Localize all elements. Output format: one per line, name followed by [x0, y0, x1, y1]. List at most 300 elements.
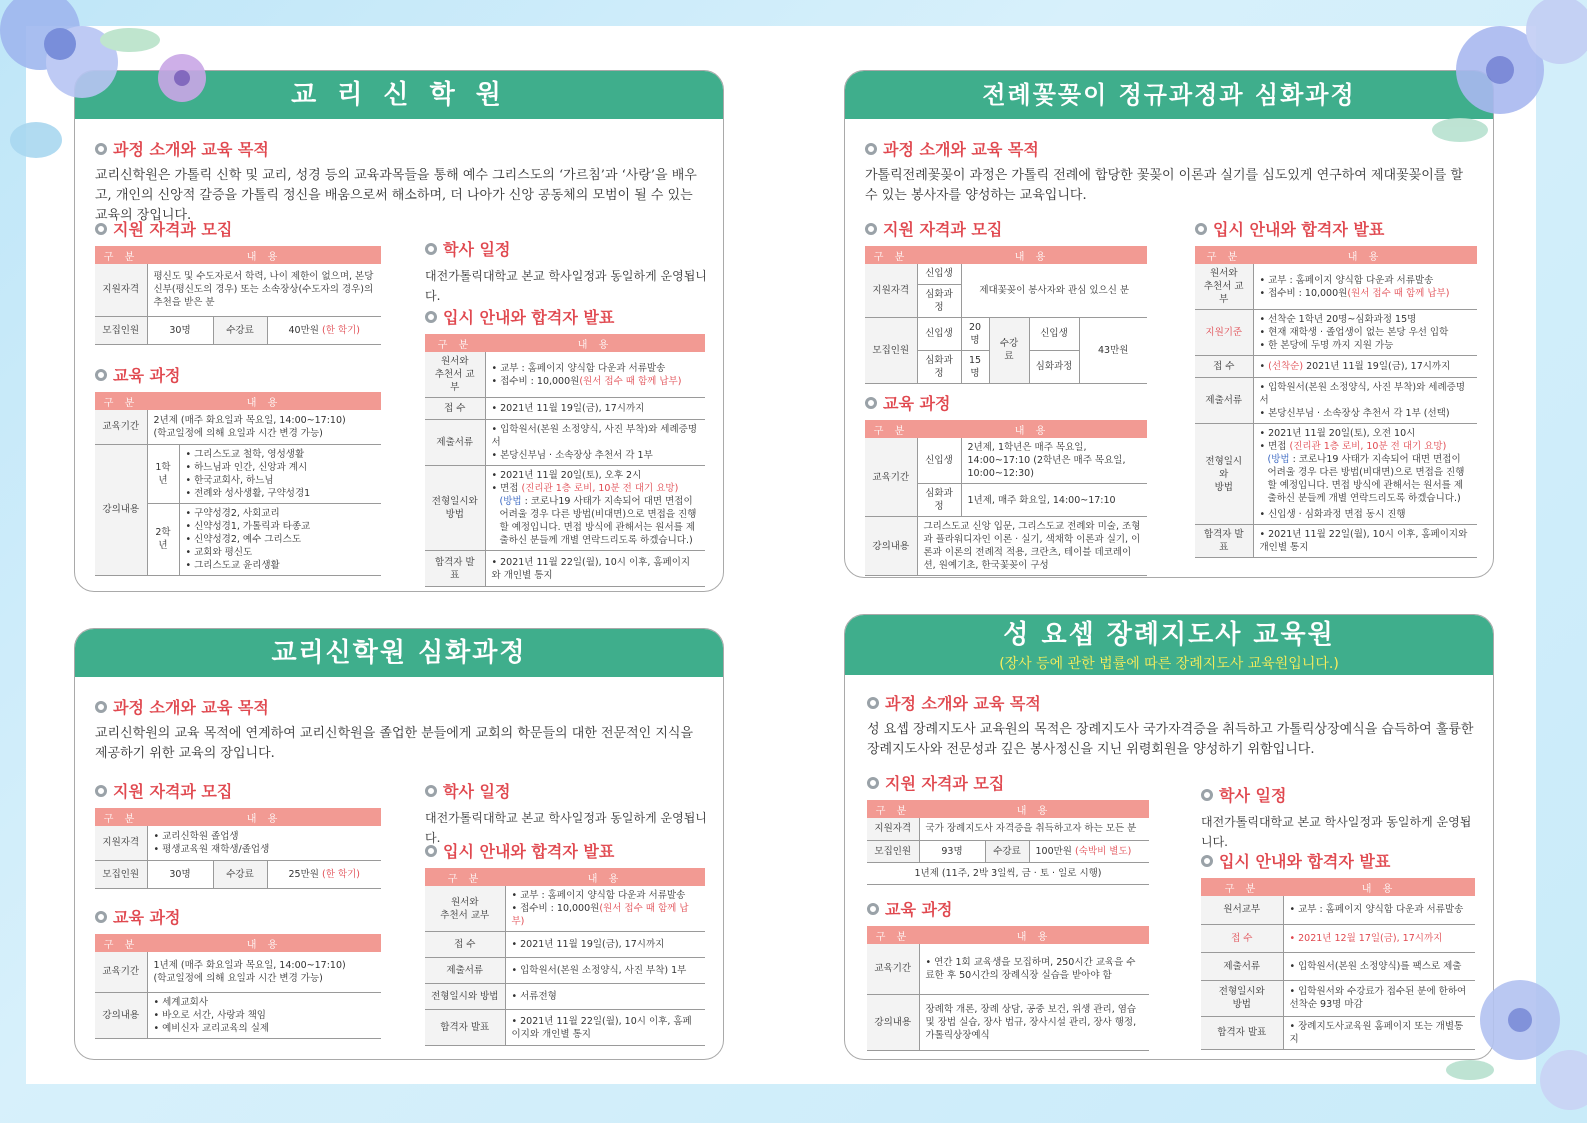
- text-fragment: [1260, 287, 1472, 300]
- table-cell: 교육기간: [865, 438, 917, 517]
- table-row: [867, 818, 1149, 840]
- qualification-section: [865, 217, 1147, 384]
- table-header-cell: 구 분: [95, 808, 147, 826]
- table-row: [1195, 264, 1477, 310]
- panel-subtitle: (장사 등에 관한 법률에 따른 장례지도사 교육원입니다.): [999, 656, 1339, 672]
- table-cell: 2학년: [147, 503, 179, 575]
- table-row: [425, 551, 705, 587]
- table-cell: 30명: [147, 860, 213, 888]
- table-cell: 30명: [147, 316, 213, 344]
- admission-section: [425, 839, 705, 1046]
- table-header-cell: 구 분: [865, 420, 917, 438]
- table-header-cell: 구 분: [425, 334, 485, 352]
- section-heading: [425, 305, 705, 328]
- text-fragment: • 신약성경1, 가톨릭과 타종교: [185, 520, 311, 532]
- table-cell: 제출서류: [1201, 952, 1283, 980]
- panel-header: [845, 71, 1493, 119]
- schedule-section: [1201, 783, 1477, 852]
- section-heading: [95, 217, 381, 240]
- table-cell: [147, 410, 381, 444]
- table-header-cell: 내 용: [919, 800, 1149, 818]
- table-row: [425, 886, 705, 932]
- table-cell: 접 수: [425, 932, 505, 958]
- text-fragment: • 선착순 1학년 20명~심화과정 15명: [1259, 314, 1417, 325]
- table-row: [95, 444, 381, 503]
- bullet-icon: [867, 697, 879, 709]
- table-cell: [1253, 264, 1477, 310]
- table-row: [95, 316, 381, 344]
- panel-title: 전례꽃꽂이 정규과정과 심화과정: [982, 81, 1356, 109]
- table-cell: 2년제, 1학년은 매주 목요일, 14:00~17:10 (2학년은 매주 목요일, 10:00~12:30): [961, 438, 1147, 484]
- text-fragment: 교육 과정: [885, 900, 953, 919]
- panel-catechetical-advanced: [74, 628, 724, 1060]
- table-cell: • 2021년 11월 19일(금), 17시까지: [485, 398, 705, 420]
- text-fragment: • 신약성경2, 예수 그리스도: [185, 533, 301, 545]
- section-heading: [1201, 783, 1477, 806]
- text-fragment: 2년제 (매주 화요일과 목요일, 14:00~17:10): [153, 414, 346, 426]
- table-cell: 국가 장례지도사 자격증을 취득하고자 하는 모든 분: [919, 818, 1149, 840]
- table-header-cell: 내 용: [147, 246, 381, 264]
- text-fragment: 교육 과정: [113, 366, 181, 385]
- admission-table: [1201, 878, 1475, 1050]
- bullet-icon: [425, 311, 437, 323]
- schedule-text: 대전가톨릭대학교 본교 학사일정과 동일하게 운영됩니다.: [1201, 815, 1472, 849]
- text-fragment: • 예비신자 교리교육의 실제: [153, 1022, 270, 1034]
- table-row: [425, 352, 705, 398]
- text-fragment: • 접수비 : 10,000원: [491, 375, 580, 387]
- table-row: [867, 944, 1149, 994]
- table-cell: 전형일시와 방법: [425, 466, 485, 551]
- text-fragment: 지원 자격과 모집: [113, 782, 233, 801]
- table-cell: 지원자격: [95, 264, 147, 316]
- text-fragment: • 전례와 성사생활, 구약성경1: [185, 487, 311, 499]
- table-cell: • (선착순) 2021년 11월 19일(금), 17시까지: [1253, 356, 1477, 378]
- text-fragment: [492, 375, 700, 388]
- text-fragment: • 교부 : 홈페이지 양식함 다운과 서류발송: [1259, 274, 1434, 286]
- section-heading: [95, 363, 381, 386]
- table-cell: 수강료: [213, 316, 267, 344]
- text-fragment: (원서 접수 때 함께 납부): [579, 375, 682, 387]
- table-cell: 강의내용: [95, 444, 147, 575]
- table-row: [425, 334, 705, 352]
- table-cell: 합격자 발표: [1201, 1016, 1283, 1049]
- table-cell: 합격자 발표: [1195, 525, 1253, 558]
- text-fragment: • 본당신부님 · 소속장상 추천서 각 1부 (선택): [1259, 408, 1450, 419]
- table-cell: 전형일시와 방법: [1201, 980, 1283, 1016]
- qualification-section: [95, 779, 381, 889]
- text-fragment: 교육 과정: [883, 394, 951, 413]
- schedule-text: 대전가톨릭대학교 본교 학사일정과 동일하게 운영됩니다.: [425, 269, 707, 303]
- text-fragment: (숙박비 별도): [1075, 845, 1132, 857]
- table-cell: 신입생: [917, 264, 961, 284]
- table-cell: • 2021년 11월 22일(월), 10시 이후, 홈페이지와 개인별 통지: [505, 1010, 705, 1046]
- table-cell: • 2021년 12월 17일(금), 17시까지: [1283, 924, 1475, 952]
- curriculum-table: [867, 926, 1149, 1051]
- curriculum-table: [865, 420, 1147, 576]
- text-fragment: (한 학기): [322, 324, 360, 336]
- table-cell: [485, 466, 705, 551]
- table-cell: • 장례지도사교육원 홈페이지 또는 개별통지: [1283, 1016, 1475, 1049]
- table-cell: 수강료: [985, 840, 1029, 862]
- table-cell: 원서와 추천서 교부: [425, 886, 505, 932]
- text-fragment: 과정 소개와 교육 목적: [113, 698, 269, 717]
- curriculum-table: [95, 934, 381, 1039]
- table-row: [95, 808, 381, 826]
- table-header-cell: 내 용: [1253, 246, 1477, 264]
- bullet-icon: [95, 701, 107, 713]
- table-row: [95, 952, 381, 992]
- table-cell: 심화과정: [917, 284, 961, 317]
- text-fragment: • 그리스도교 윤리생활: [185, 559, 280, 571]
- bullet-icon: [95, 785, 107, 797]
- curriculum-table: [95, 392, 381, 576]
- qualification-table: [865, 246, 1147, 384]
- table-header-cell: 구 분: [867, 800, 919, 818]
- text-fragment: (원서 접수 때 함께 납부): [1347, 287, 1450, 299]
- text-fragment: • 면접: [491, 483, 522, 494]
- schedule-section: [425, 779, 707, 848]
- table-cell: 15명: [961, 350, 989, 383]
- table-cell: 원서교부: [1201, 896, 1283, 924]
- text-fragment: [492, 482, 700, 495]
- table-row: [1195, 424, 1477, 525]
- table-cell: • 2021년 11월 22일(월), 10시 이후, 홈페이지와 개인별 통지: [1253, 525, 1477, 558]
- section-heading: [425, 839, 705, 862]
- text-fragment: • 교리신학원 졸업생: [153, 830, 239, 842]
- qualification-table: [95, 246, 381, 345]
- intro-text: 가톨릭전례꽃꽂이 과정은 가톨릭 전례에 합당한 꽃꽂이 이론과 실기를 심도있게 연구하여 제대꽃꽂이를 할 수 있는 봉사자를 양성하는 교육입니다.: [865, 168, 1464, 203]
- text-fragment: 과정 소개와 교육 목적: [113, 140, 269, 159]
- text-fragment: • 교부 : 홈페이지 양식함 다운과 서류발송: [511, 890, 686, 901]
- table-cell: • 입학원서와 수강료가 접수된 분에 한하여 선착순 93명 마감: [1283, 980, 1475, 1016]
- table-row: [95, 992, 381, 1038]
- table-row: [95, 934, 381, 952]
- table-cell: [1253, 378, 1477, 424]
- panel-liturgical-flower: [844, 70, 1494, 578]
- text-fragment: (방법: [499, 496, 522, 507]
- bullet-icon: [867, 777, 879, 789]
- section-heading: [867, 691, 1477, 714]
- table-cell: [147, 826, 381, 860]
- panel-title: 성 요셉 장례지도사 교육원: [1003, 620, 1335, 650]
- text-fragment: 지원 자격과 모집: [113, 220, 233, 239]
- table-row: [867, 862, 1149, 884]
- table-row: [425, 984, 705, 1010]
- table-row: [425, 1010, 705, 1046]
- text-fragment: 입시 안내와 합격자 발표: [443, 842, 615, 861]
- table-header-cell: 구 분: [95, 246, 147, 264]
- table-header-cell: 내 용: [485, 334, 705, 352]
- text-fragment: • 신입생 · 심화과정 면접 동시 진행: [1259, 509, 1406, 520]
- table-cell: 1년제 (11주, 2박 3일씩, 금 · 토 · 일로 시행): [867, 862, 1149, 884]
- table-row: [865, 246, 1147, 264]
- table-header-cell: 내 용: [917, 246, 1147, 264]
- table-cell: • 연간 1회 교육생을 모집하며, 250시간 교육을 수료한 후 50시간의 장례식장 실습을 받아야 함: [919, 944, 1149, 994]
- admission-table: [1195, 246, 1477, 558]
- section-heading: [867, 771, 1149, 794]
- text-fragment: (학교일정에 의해 요일과 시간 변경 가능): [153, 427, 323, 439]
- text-fragment: (진리관 1층 로비, 10분 전 대기 요망): [1289, 441, 1447, 452]
- bullet-icon: [1201, 855, 1213, 867]
- text-fragment: : 코로나19 사태가 지속되어 대면 면접이 어려울 경우 다른 방법(비대면)으로 면접을 진행할 예정입니다. 면접 방식에 관해서는 원서를 제출하신 분들께 개별 연락드리도록 하겠습니다.): [1267, 454, 1465, 504]
- table-cell: 교육기간: [95, 952, 147, 992]
- table-row: [1201, 952, 1475, 980]
- table-header-cell: 구 분: [425, 868, 505, 886]
- table-header-cell: 내 용: [917, 420, 1147, 438]
- text-fragment: (선착순): [1268, 361, 1304, 372]
- qualification-section: [95, 217, 381, 345]
- table-header-cell: 내 용: [919, 926, 1149, 944]
- table-header-cell: 구 분: [1195, 246, 1253, 264]
- table-cell: 모집인원: [867, 840, 919, 862]
- intro-text: 성 요셉 장례지도사 교육원의 목적은 장례지도사 국가자격증을 취득하고 가톨릭상장예식을 습득하여 훌륭한 장례지도사와 전문성과 깊은 봉사정신을 지닌 위령회원을 양성하기 위함입니다.: [867, 722, 1474, 757]
- qualification-section: [867, 771, 1149, 885]
- table-cell: 접 수: [425, 398, 485, 420]
- table-cell: 지원기준: [1195, 310, 1253, 356]
- table-cell: 제출서류: [425, 958, 505, 984]
- section-heading: [867, 897, 1149, 920]
- table-header-cell: 구 분: [1201, 878, 1283, 896]
- table-cell: 20명: [961, 317, 989, 350]
- section-heading: [1201, 849, 1475, 872]
- table-cell: [147, 952, 381, 992]
- text-fragment: • 교부 : 홈페이지 양식함 다운과 서류발송: [491, 362, 666, 374]
- text-fragment: (진리관 1층 로비, 10분 전 대기 요망): [521, 483, 679, 494]
- table-header-cell: 구 분: [95, 392, 147, 410]
- table-cell: 전형일시와 방법: [425, 984, 505, 1010]
- text-fragment: (방법: [1267, 454, 1290, 465]
- table-cell: [505, 886, 705, 932]
- intro-section: [865, 137, 1477, 206]
- text-fragment: • 면접: [1259, 441, 1290, 452]
- schedule-section: [425, 237, 707, 306]
- table-cell: 지원자격: [95, 826, 147, 860]
- table-cell: [179, 503, 381, 575]
- table-cell: 합격자 발표: [425, 551, 485, 587]
- table-row: [425, 466, 705, 551]
- text-fragment: [1260, 440, 1472, 453]
- table-cell: 강의내용: [865, 517, 917, 576]
- table-cell: • 입학원서(본원 소정양식)를 팩스로 제출: [1283, 952, 1475, 980]
- table-cell: 심화과정: [1029, 350, 1079, 383]
- text-fragment: • 바오로 서간, 사랑과 책임: [153, 1009, 266, 1021]
- table-row: [1201, 1016, 1475, 1049]
- admission-table: [425, 868, 705, 1046]
- table-row: [867, 840, 1149, 862]
- table-cell: • 2021년 11월 19일(금), 17시까지: [505, 932, 705, 958]
- table-header-cell: 내 용: [147, 808, 381, 826]
- curriculum-section: [865, 391, 1147, 576]
- table-header-cell: 내 용: [147, 934, 381, 952]
- table-row: [95, 264, 381, 316]
- table-header-cell: 내 용: [505, 868, 705, 886]
- table-row: [865, 438, 1147, 484]
- text-fragment: (한 학기): [322, 868, 360, 880]
- table-row: [95, 860, 381, 888]
- text-fragment: 교육 과정: [113, 908, 181, 927]
- table-header-cell: 구 분: [865, 246, 917, 264]
- table-cell: [1253, 424, 1477, 525]
- table-row: [1201, 878, 1475, 896]
- table-cell: 원서와 추천서 교부: [425, 352, 485, 398]
- table-cell: 심화과정: [917, 484, 961, 517]
- text-fragment: • 접수비 : 10,000원: [511, 903, 600, 914]
- table-row: [865, 420, 1147, 438]
- text-fragment: 과정 소개와 교육 목적: [883, 140, 1039, 159]
- text-fragment: 입시 안내와 합격자 발표: [443, 308, 615, 327]
- text-fragment: • 현재 재학생 · 졸업생이 없는 본당 우선 입학: [1259, 327, 1449, 338]
- table-cell: 강의내용: [95, 992, 147, 1038]
- table-cell: [179, 444, 381, 503]
- bullet-icon: [867, 903, 879, 915]
- table-cell: 1년제, 매주 화요일, 14:00~17:10: [961, 484, 1147, 517]
- table-cell: [267, 316, 381, 344]
- section-heading: [95, 779, 381, 802]
- table-row: [425, 398, 705, 420]
- text-fragment: (학교일정에 의해 요일과 시간 변경 가능): [153, 972, 323, 984]
- section-heading: [865, 217, 1147, 240]
- table-header-cell: 구 분: [95, 934, 147, 952]
- table-cell: 93명: [919, 840, 985, 862]
- table-header-cell: 내 용: [1283, 878, 1475, 896]
- table-cell: [1253, 310, 1477, 356]
- table-cell: [147, 992, 381, 1038]
- section-heading: [425, 237, 707, 260]
- text-fragment: 입시 안내와 합격자 발표: [1219, 852, 1391, 871]
- text-fragment: 40만원: [288, 324, 319, 336]
- panel-header: [75, 629, 723, 677]
- section-heading: [1195, 217, 1477, 240]
- table-cell: 수강료: [989, 317, 1029, 383]
- table-row: [865, 264, 1147, 284]
- bullet-icon: [425, 845, 437, 857]
- bullet-icon: [95, 223, 107, 235]
- section-heading: [865, 137, 1477, 160]
- bullet-icon: [1195, 223, 1207, 235]
- bullet-icon: [425, 785, 437, 797]
- table-cell: 합격자 발표: [425, 1010, 505, 1046]
- section-heading: [865, 391, 1147, 414]
- table-cell: 모집인원: [95, 860, 147, 888]
- text-fragment: 학사 일정: [443, 240, 511, 259]
- admission-section: [1195, 217, 1477, 558]
- text-fragment: 2021년 11월 19일(금), 17시까지: [1303, 361, 1451, 372]
- table-cell: 제출서류: [425, 420, 485, 466]
- bullet-icon: [425, 243, 437, 255]
- table-row: [95, 410, 381, 444]
- bullet-icon: [95, 369, 107, 381]
- table-header-cell: 내 용: [147, 392, 381, 410]
- intro-text: 교리신학원은 가톨릭 신학 및 교리, 성경 등의 교육과목들을 통해 예수 그리스도의 ‘가르침’과 ‘사랑’을 배우고, 개인의 신앙적 갈증을 가톨릭 정신을 배움으로써 해소하며, 더 나아가 신앙 공동체의 모범이 될 수 있는 교육의 장입니다.: [95, 168, 697, 223]
- table-row: [1195, 310, 1477, 356]
- table-cell: 신입생: [917, 438, 961, 484]
- text-fragment: 1년제 (매주 화요일과 목요일, 14:00~17:10): [153, 959, 346, 971]
- table-cell: 지원자격: [867, 818, 919, 840]
- table-row: [865, 517, 1147, 576]
- text-fragment: • 구약성경2, 사회교리: [185, 507, 280, 519]
- text-fragment: 지원 자격과 모집: [883, 220, 1003, 239]
- panel-title: 교리신학원 심화과정: [271, 638, 527, 668]
- table-row: [1195, 246, 1477, 264]
- curriculum-section: [95, 905, 381, 1039]
- text-fragment: • 평생교육원 재학생/졸업생: [153, 843, 270, 855]
- bullet-icon: [865, 143, 877, 155]
- admission-section: [1201, 849, 1475, 1050]
- panel-funeral-director: [844, 614, 1494, 1060]
- table-cell: 제대꽃꽂이 봉사자와 관심 있으신 분: [961, 264, 1147, 317]
- flower-decoration-top-right-icon: [1400, 0, 1587, 170]
- text-fragment: • 접수비 : 10,000원: [1259, 287, 1348, 299]
- table-cell: 제출서류: [1195, 378, 1253, 424]
- text-fragment: 100만원: [1035, 845, 1072, 857]
- bullet-icon: [95, 911, 107, 923]
- table-row: [867, 800, 1149, 818]
- table-cell: 접 수: [1195, 356, 1253, 378]
- table-cell: 접 수: [1201, 924, 1283, 952]
- table-cell: 원서와 추천서 교부: [1195, 264, 1253, 310]
- table-row: [1201, 980, 1475, 1016]
- table-row: [1195, 356, 1477, 378]
- table-row: [1195, 525, 1477, 558]
- table-cell: [1029, 840, 1149, 862]
- table-header-cell: 구 분: [867, 926, 919, 944]
- table-cell: 심화과정: [917, 350, 961, 383]
- text-fragment: • 한국교회사, 하느님: [185, 474, 274, 486]
- panel-title: 교 리 신 학 원: [291, 80, 507, 110]
- section-heading: [425, 779, 707, 802]
- text-fragment: 학사 일정: [443, 782, 511, 801]
- table-row: [95, 246, 381, 264]
- table-cell: 모집인원: [95, 316, 147, 344]
- text-fragment: [1260, 453, 1472, 505]
- intro-section: [95, 695, 707, 764]
- curriculum-section: [867, 897, 1149, 1051]
- table-row: [425, 958, 705, 984]
- text-fragment: • 2021년 11월 20일(토), 오후 2시: [491, 470, 642, 481]
- intro-section: [867, 691, 1477, 760]
- text-fragment: • 세계교회사: [153, 996, 209, 1008]
- section-heading: [95, 905, 381, 928]
- text-fragment: • 하느님과 인간, 신앙과 계시: [185, 461, 308, 473]
- table-cell: • 2021년 11월 22일(월), 10시 이후, 홈페이지와 개인별 통지: [485, 551, 705, 587]
- text-fragment: • 교회와 평신도: [185, 546, 253, 558]
- table-row: [425, 420, 705, 466]
- text-fragment: [512, 902, 700, 928]
- table-cell: 신입생: [917, 317, 961, 350]
- qualification-table: [867, 800, 1149, 885]
- panel-header: [845, 615, 1493, 675]
- table-cell: 43만원: [1079, 317, 1147, 383]
- text-fragment: • 2021년 11월 20일(토), 오전 10시: [1259, 428, 1416, 439]
- text-fragment: • 입학원서(본원 소정양식, 사진 부착)와 세례증명서: [1259, 382, 1465, 406]
- table-row: [1201, 896, 1475, 924]
- flower-decoration-bottom-right-icon: [1440, 950, 1587, 1123]
- table-cell: 강의내용: [867, 994, 919, 1050]
- table-cell: 지원자격: [865, 264, 917, 317]
- text-fragment: 입시 안내와 합격자 발표: [1213, 220, 1385, 239]
- text-fragment: : 코로나19 사태가 지속되어 대면 면접이 어려울 경우 다른 방법(비대면)으로 면접을 진행할 예정입니다. 면접 방식에 관해서는 원서를 제출하신 분들께 개별 연락드리도록 하겠습니다.): [499, 496, 697, 546]
- text-fragment: • 한 본당에 두명 까지 지원 가능: [1259, 340, 1394, 351]
- schedule-text: 대전가톨릭대학교 본교 학사일정과 동일하게 운영됩니다.: [425, 811, 707, 845]
- table-cell: • 교부 : 홈페이지 양식함 다운과 서류발송: [1283, 896, 1475, 924]
- table-cell: [267, 860, 381, 888]
- text-fragment: 학사 일정: [1219, 786, 1287, 805]
- curriculum-section: [95, 363, 381, 576]
- table-cell: [485, 352, 705, 398]
- table-row: [1201, 924, 1475, 952]
- text-fragment: (원서 접수 때 함께 납부): [511, 903, 689, 927]
- table-cell: 장례학 개론, 장례 상담, 공중 보건, 위생 관리, 염습 및 장법 실습, 장사 법규, 장사시설 관리, 장사 행정, 가톨릭상장예식: [919, 994, 1149, 1050]
